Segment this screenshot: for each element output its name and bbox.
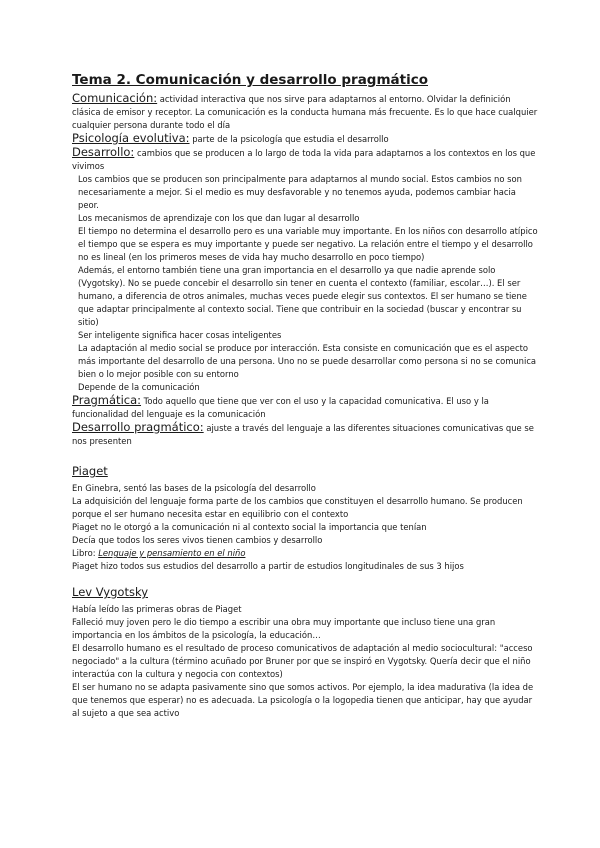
vygotsky-line: El desarrollo humano es el resultado de proceso comunicativos de adaptación al medio sociocultural: "acceso negociado" a la cultura (término acuñado por Bruner por que se inspiró en Vygotsky. Quería decir que el niño interactúa con la cultura y negocia con contextos) (72, 643, 533, 679)
piaget-line: La adquisición del lenguaje forma parte de los cambios que constituyen el desarrollo humano. Se producen porque el ser humano necesita estar en equilibrio con el contexto (72, 496, 523, 519)
desarrollo-paragraph: Los cambios que se producen son principalmente para adaptarnos al mundo social. Estos cambios no son necesariamente a mejor. Si el medio es muy desfavorable y no tenemos ayuda, podemos cambiar hacia peor. (78, 174, 522, 210)
term-pragmatica: Pragmática: (72, 393, 142, 407)
page-title: Tema 2. Comunicación y desarrollo pragmático (72, 72, 429, 88)
definition-desarrollo-pragmatico (72, 421, 538, 448)
piaget-book-line (72, 547, 538, 560)
book-title: Lenguaje y pensamiento en el niño (98, 548, 246, 558)
term-desarrollo-pragmatico: Desarrollo pragmático: (72, 420, 204, 434)
definition-desarrollo-pragmatico-text: ajuste a través del lenguaje a las diferentes situaciones comunicativas que se nos presenten (72, 423, 534, 446)
definition-psicologia (72, 132, 538, 146)
definition-comunicacion (72, 92, 538, 132)
document-page (72, 72, 538, 720)
term-psicologia-evolutiva: Psicología evolutiva: (72, 131, 190, 145)
vygotsky-line: Falleció muy joven pero le dio tiempo a escribir una obra muy importante que incluso tiene una gran importancia en los ámbitos de la psicología, la educación… (72, 617, 496, 640)
desarrollo-paragraph: Los mecanismos de aprendizaje con los que dan lugar al desarrollo (78, 213, 360, 223)
term-comunicacion: Comunicación: (72, 91, 158, 105)
desarrollo-paragraph: Depende de la comunicación (78, 382, 200, 392)
definition-psicologia-text: parte de la psicología que estudia el desarrollo (189, 134, 389, 144)
desarrollo-paragraph: La adaptación al medio social se produce por interacción. Esta consiste en comunicación que es el aspecto más importante del desarrollo de una persona. Uno no se puede desarrollar como persona si no se comunica bien o lo mejor posible con su entorno (78, 343, 537, 379)
piaget-line: En Ginebra, sentó las bases de la psicología del desarrollo (72, 483, 316, 493)
piaget-line: Decía que todos los seres vivos tienen cambios y desarrollo (72, 535, 323, 545)
section-heading-piaget: Piaget (72, 464, 108, 478)
definition-desarrollo-text: cambios que se producen a lo largo de toda la vida para adaptarnos a los contextos en los que vivimos (72, 148, 536, 171)
term-desarrollo: Desarrollo: (72, 145, 135, 159)
vygotsky-line: Había leído las primeras obras de Piaget (72, 604, 242, 614)
desarrollo-paragraph: Además, el entorno también tiene una gran importancia en el desarrollo ya que nadie aprende solo (Vygotsky). No se puede concebir el desarrollo sin tener en cuenta el contexto (familiar, escolar…). El ser humano, a diferencia de otros animales, muchas veces puede elegir sus contextos. El ser humano se tiene que adaptar principalmente al contexto social. Tiene que contribuir en la sociedad (buscar y encontrar su sitio) (78, 265, 527, 327)
definition-comunicacion-text: actividad interactiva que nos sirve para adaptarnos al entorno. Olvidar la definición clásica de emisor y receptor. La comunicación es la conducta humana más frecuente. Es lo que hace cualquier cualquier persona durante todo el día (72, 94, 538, 130)
section-heading-vygotsky: Lev Vygotsky (72, 585, 148, 599)
definition-pragmatica-text: Todo aquello que tiene que ver con el uso y la capacidad comunicativa. El uso y la funcionalidad del lenguaje es la comunicación (72, 396, 489, 419)
piaget-line: Piaget hizo todos sus estudios del desarrollo a partir de estudios longitudinales de sus 3 hijos (72, 561, 464, 571)
definition-pragmatica (72, 394, 538, 421)
desarrollo-paragraph: Ser inteligente significa hacer cosas inteligentes (78, 330, 282, 340)
book-label: Libro: (72, 548, 99, 558)
piaget-line: Piaget no le otorgó a la comunicación ni al contexto social la importancia que tenían (72, 522, 427, 532)
desarrollo-paragraph: El tiempo no determina el desarrollo pero es una variable muy importante. En los niños con desarrollo atípico el tiempo que se espera es muy importante y puede ser negativo. La relación entre el tiempo y el desarrollo no es lineal (en los primeros meses de vida hay mucho desarrollo en poco tiempo) (78, 226, 538, 262)
vygotsky-line: El ser humano no se adapta pasivamente sino que somos activos. Por ejemplo, la idea madurativa (la idea de que tenemos que esperar) no es adecuada. La psicología o la logopedia tienen que anticipar, hay que ayudar al sujeto a que sea activo (72, 682, 534, 718)
definition-desarrollo (72, 146, 538, 173)
